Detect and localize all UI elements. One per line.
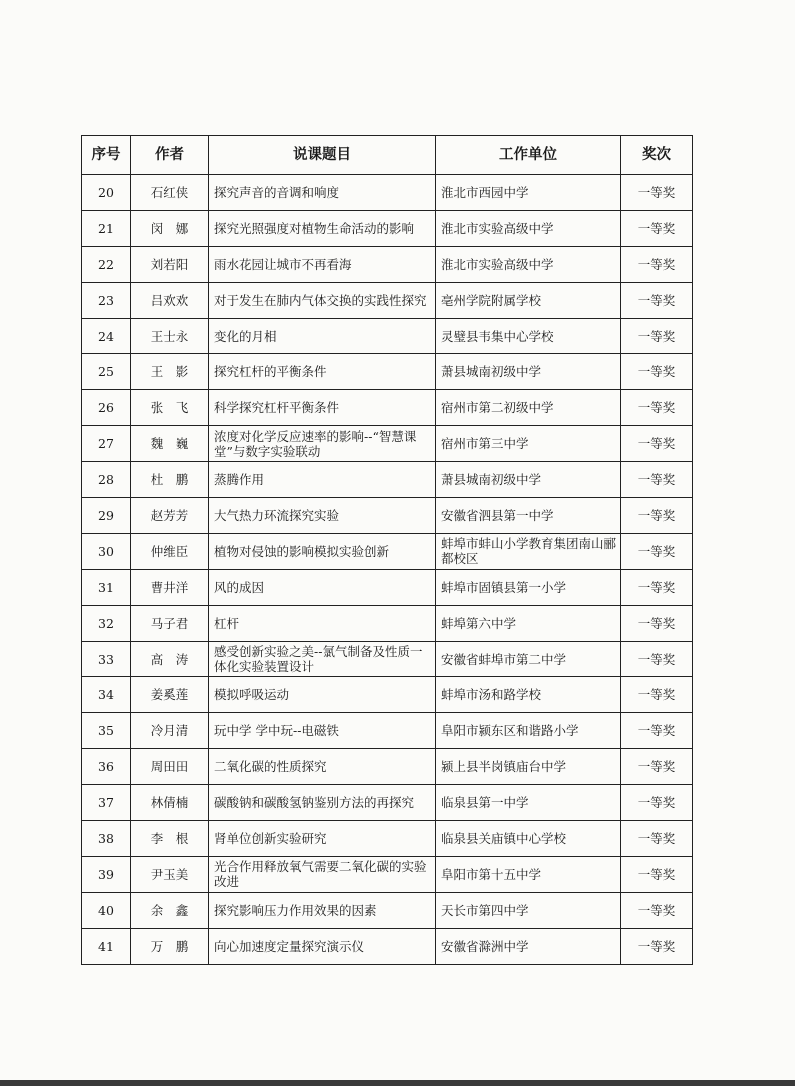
- table-row: [82, 210, 693, 246]
- table-row: [82, 318, 693, 354]
- cell-award: 一等奖: [621, 426, 693, 462]
- cell-unit: 萧县城南初级中学: [436, 462, 621, 498]
- cell-author: 曹井洋: [131, 569, 209, 605]
- cell-title: 雨水花园让城市不再看海: [209, 246, 436, 282]
- table-row: [82, 928, 693, 964]
- cell-unit: 安徽省蚌埠市第二中学: [436, 641, 621, 677]
- cell-unit: 阜阳市第十五中学: [436, 856, 621, 892]
- cell-award: 一等奖: [621, 821, 693, 857]
- cell-author: 马子君: [131, 605, 209, 641]
- table-row: [82, 821, 693, 857]
- cell-author: 李 根: [131, 821, 209, 857]
- cell-author: 周田田: [131, 749, 209, 785]
- cell-unit: 阜阳市颍东区和谐路小学: [436, 713, 621, 749]
- cell-no: 20: [82, 175, 131, 211]
- cell-author: 吕欢欢: [131, 282, 209, 318]
- cell-title: 碳酸钠和碳酸氢钠鉴别方法的再探究: [209, 785, 436, 821]
- cell-author: 姜奚莲: [131, 677, 209, 713]
- cell-award: 一等奖: [621, 390, 693, 426]
- cell-unit: 蚌埠市汤和路学校: [436, 677, 621, 713]
- table-row: [82, 354, 693, 390]
- cell-award: 一等奖: [621, 533, 693, 569]
- cell-author: 冷月清: [131, 713, 209, 749]
- cell-award: 一等奖: [621, 928, 693, 964]
- table-row: [82, 785, 693, 821]
- cell-author: 万 鹏: [131, 928, 209, 964]
- cell-author: 余 鑫: [131, 892, 209, 928]
- cell-award: 一等奖: [621, 498, 693, 534]
- cell-unit: 宿州市第三中学: [436, 426, 621, 462]
- cell-no: 34: [82, 677, 131, 713]
- cell-unit: 蚌埠市固镇县第一小学: [436, 569, 621, 605]
- cell-author: 张 飞: [131, 390, 209, 426]
- cell-unit: 灵璧县韦集中心学校: [436, 318, 621, 354]
- table-row: [82, 462, 693, 498]
- cell-author: 杜 鹏: [131, 462, 209, 498]
- cell-unit: 颍上县半岗镇庙台中学: [436, 749, 621, 785]
- cell-title: 玩中学 学中玩--电磁铁: [209, 713, 436, 749]
- cell-title: 大气热力环流探究实验: [209, 498, 436, 534]
- cell-no: 41: [82, 928, 131, 964]
- cell-award: 一等奖: [621, 210, 693, 246]
- cell-unit: 亳州学院附属学校: [436, 282, 621, 318]
- cell-author: 王 影: [131, 354, 209, 390]
- cell-no: 25: [82, 354, 131, 390]
- cell-title: 对于发生在肺内气体交换的实践性探究: [209, 282, 436, 318]
- cell-award: 一等奖: [621, 354, 693, 390]
- table-header-row: [82, 136, 693, 175]
- cell-title: 变化的月相: [209, 318, 436, 354]
- table-row: [82, 749, 693, 785]
- cell-no: 21: [82, 210, 131, 246]
- header-title: 说课题目: [209, 136, 436, 175]
- cell-no: 40: [82, 892, 131, 928]
- cell-no: 37: [82, 785, 131, 821]
- cell-author: 林倩楠: [131, 785, 209, 821]
- table-body: [82, 175, 693, 965]
- cell-unit: 安徽省滁洲中学: [436, 928, 621, 964]
- table-row: [82, 892, 693, 928]
- cell-title: 模拟呼吸运动: [209, 677, 436, 713]
- cell-unit: 萧县城南初级中学: [436, 354, 621, 390]
- table-row: [82, 175, 693, 211]
- table-row: [82, 498, 693, 534]
- cell-award: 一等奖: [621, 318, 693, 354]
- cell-author: 刘若阳: [131, 246, 209, 282]
- cell-award: 一等奖: [621, 246, 693, 282]
- cell-award: 一等奖: [621, 175, 693, 211]
- table-row: [82, 246, 693, 282]
- cell-title: 植物对侵蚀的影响模拟实验创新: [209, 533, 436, 569]
- header-unit: 工作单位: [436, 136, 621, 175]
- cell-title: 科学探究杠杆平衡条件: [209, 390, 436, 426]
- cell-title: 蒸腾作用: [209, 462, 436, 498]
- cell-unit: 淮北市实验高级中学: [436, 246, 621, 282]
- award-table: [81, 135, 693, 965]
- cell-no: 26: [82, 390, 131, 426]
- table-row: [82, 856, 693, 892]
- cell-title: 光合作用释放氧气需要二氧化碳的实验改进: [209, 856, 436, 892]
- cell-title: 二氧化碳的性质探究: [209, 749, 436, 785]
- cell-award: 一等奖: [621, 677, 693, 713]
- cell-unit: 蚌埠第六中学: [436, 605, 621, 641]
- cell-no: 29: [82, 498, 131, 534]
- cell-no: 38: [82, 821, 131, 857]
- cell-title: 感受创新实验之美--氯气制备及性质一体化实验装置设计: [209, 641, 436, 677]
- table-row: [82, 390, 693, 426]
- cell-no: 36: [82, 749, 131, 785]
- cell-no: 39: [82, 856, 131, 892]
- cell-unit: 淮北市实验高级中学: [436, 210, 621, 246]
- cell-no: 33: [82, 641, 131, 677]
- cell-award: 一等奖: [621, 641, 693, 677]
- cell-unit: 宿州市第二初级中学: [436, 390, 621, 426]
- cell-title: 探究光照强度对植物生命活动的影响: [209, 210, 436, 246]
- cell-unit: 天长市第四中学: [436, 892, 621, 928]
- cell-author: 王士永: [131, 318, 209, 354]
- cell-no: 22: [82, 246, 131, 282]
- cell-no: 31: [82, 569, 131, 605]
- cell-title: 浓度对化学反应速率的影响--“智慧课堂”与数字实验联动: [209, 426, 436, 462]
- cell-author: 石红侠: [131, 175, 209, 211]
- header-no: 序号: [82, 136, 131, 175]
- cell-author: 赵芳芳: [131, 498, 209, 534]
- cell-award: 一等奖: [621, 462, 693, 498]
- cell-award: 一等奖: [621, 282, 693, 318]
- cell-no: 24: [82, 318, 131, 354]
- cell-title: 探究声音的音调和响度: [209, 175, 436, 211]
- cell-no: 27: [82, 426, 131, 462]
- cell-award: 一等奖: [621, 892, 693, 928]
- cell-author: 高 涛: [131, 641, 209, 677]
- cell-author: 仲维臣: [131, 533, 209, 569]
- table-row: [82, 569, 693, 605]
- cell-award: 一等奖: [621, 605, 693, 641]
- cell-award: 一等奖: [621, 785, 693, 821]
- table-row: [82, 641, 693, 677]
- table-row: [82, 605, 693, 641]
- cell-no: 35: [82, 713, 131, 749]
- cell-title: 探究杠杆的平衡条件: [209, 354, 436, 390]
- cell-no: 28: [82, 462, 131, 498]
- header-author: 作者: [131, 136, 209, 175]
- cell-unit: 临泉县关庙镇中心学校: [436, 821, 621, 857]
- cell-title: 探究影响压力作用效果的因素: [209, 892, 436, 928]
- cell-no: 32: [82, 605, 131, 641]
- table-row: [82, 677, 693, 713]
- cell-award: 一等奖: [621, 569, 693, 605]
- cell-unit: 淮北市西园中学: [436, 175, 621, 211]
- cell-award: 一等奖: [621, 856, 693, 892]
- cell-no: 30: [82, 533, 131, 569]
- scan-edge: [0, 1080, 795, 1086]
- cell-unit: 临泉县第一中学: [436, 785, 621, 821]
- cell-author: 尹玉美: [131, 856, 209, 892]
- table-row: [82, 713, 693, 749]
- cell-title: 肾单位创新实验研究: [209, 821, 436, 857]
- header-award: 奖次: [621, 136, 693, 175]
- cell-title: 向心加速度定量探究演示仪: [209, 928, 436, 964]
- cell-author: 闵 娜: [131, 210, 209, 246]
- cell-award: 一等奖: [621, 713, 693, 749]
- table-row: [82, 282, 693, 318]
- cell-no: 23: [82, 282, 131, 318]
- table-row: [82, 426, 693, 462]
- table-row: [82, 533, 693, 569]
- cell-unit: 安徽省泗县第一中学: [436, 498, 621, 534]
- cell-author: 魏 巍: [131, 426, 209, 462]
- cell-title: 杠杆: [209, 605, 436, 641]
- cell-title: 风的成因: [209, 569, 436, 605]
- cell-award: 一等奖: [621, 749, 693, 785]
- cell-unit: 蚌埠市蚌山小学教育集团南山郦都校区: [436, 533, 621, 569]
